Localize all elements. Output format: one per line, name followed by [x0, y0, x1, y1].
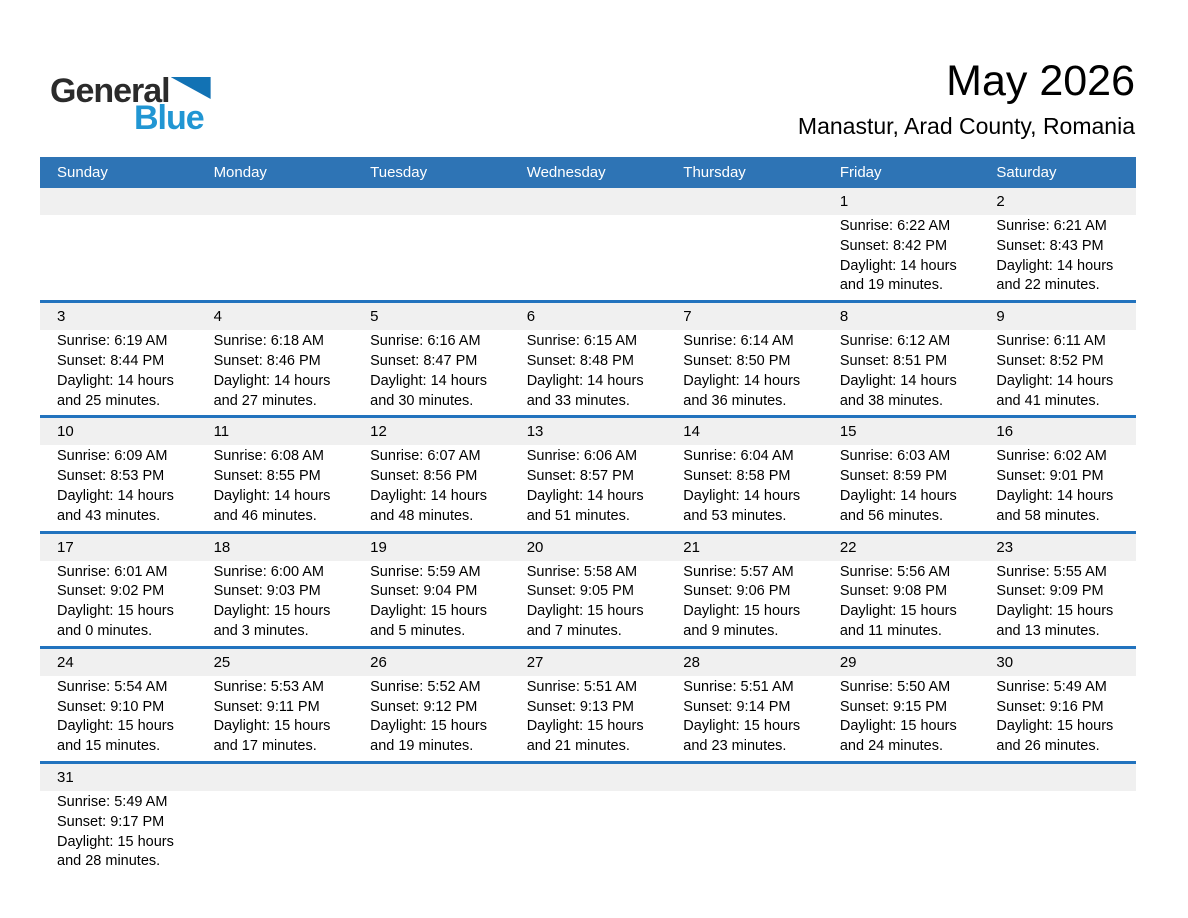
day-sunrise: Sunrise: 5:50 AM — [839, 678, 951, 695]
day-number-band — [40, 303, 1136, 330]
day-sunrise: Sunrise: 5:51 AM — [683, 678, 794, 695]
day-sunrise: Sunrise: 5:57 AM — [683, 563, 794, 580]
day-cell — [353, 561, 510, 646]
day-daylight-line1: Daylight: 14 hours — [996, 372, 1114, 389]
day-daylight-line1: Daylight: 14 hours — [526, 487, 644, 504]
day-daylight-line1: Daylight: 15 hours — [213, 603, 331, 620]
day-number-band — [40, 534, 1136, 561]
day-daylight-line2: and 21 minutes. — [526, 738, 630, 755]
week-row — [40, 188, 1136, 300]
day-cell — [197, 330, 354, 415]
logo-triangle-icon — [171, 77, 211, 99]
day-cell — [353, 445, 510, 530]
day-sunrise: Sunrise: 6:21 AM — [996, 218, 1107, 234]
day-number: 7 — [683, 308, 692, 326]
day-sunset: Sunset: 8:57 PM — [526, 468, 634, 485]
day-number: 25 — [213, 653, 231, 671]
day-details-row — [40, 676, 1136, 761]
day-number: 17 — [57, 538, 74, 556]
day-cell — [40, 330, 197, 415]
weekday-header-monday: Monday — [213, 164, 267, 181]
day-daylight-line2: and 26 minutes. — [996, 738, 1100, 755]
day-number: 23 — [996, 538, 1014, 556]
day-sunset: Sunset: 8:42 PM — [839, 237, 948, 254]
general-blue-logo — [50, 74, 211, 135]
day-number: 13 — [526, 423, 544, 441]
day-sunset: Sunset: 8:58 PM — [683, 468, 791, 485]
day-daylight-line1: Daylight: 14 hours — [213, 372, 331, 389]
day-number: 5 — [370, 308, 379, 326]
day-number: 14 — [683, 423, 700, 441]
day-cell — [979, 561, 1136, 646]
day-sunset: Sunset: 9:01 PM — [996, 468, 1104, 485]
empty-day-cell — [666, 791, 823, 876]
day-daylight-line2: and 46 minutes. — [213, 507, 317, 524]
weeks-container — [40, 188, 1136, 876]
day-sunrise: Sunrise: 5:55 AM — [996, 563, 1107, 580]
day-daylight-line1: Daylight: 14 hours — [839, 257, 957, 274]
day-sunset: Sunset: 8:43 PM — [996, 237, 1104, 254]
day-sunset: Sunset: 9:11 PM — [213, 698, 320, 715]
day-daylight-line1: Daylight: 14 hours — [526, 372, 644, 389]
day-cell — [353, 676, 510, 761]
day-daylight-line1: Daylight: 14 hours — [370, 487, 488, 504]
day-number: 9 — [996, 308, 1005, 326]
empty-day-cell — [353, 215, 510, 300]
day-daylight-line1: Daylight: 15 hours — [57, 718, 174, 735]
day-sunrise: Sunrise: 6:02 AM — [996, 448, 1107, 465]
day-daylight-line1: Daylight: 14 hours — [57, 372, 174, 389]
empty-day-cell — [510, 791, 667, 876]
day-cell — [979, 445, 1136, 530]
empty-day-cell — [197, 791, 354, 876]
day-daylight-line2: and 53 minutes. — [683, 507, 787, 524]
day-daylight-line2: and 28 minutes. — [57, 853, 161, 870]
day-details-row — [40, 561, 1136, 646]
day-cell — [666, 676, 823, 761]
day-sunrise: Sunrise: 5:49 AM — [996, 678, 1107, 695]
day-daylight-line1: Daylight: 14 hours — [996, 257, 1114, 274]
day-daylight-line2: and 7 minutes. — [526, 622, 622, 639]
month-title: May 2026 — [946, 57, 1135, 105]
weekday-header-row — [40, 157, 1136, 188]
day-number-band — [40, 764, 1136, 791]
day-sunset: Sunset: 9:15 PM — [839, 698, 948, 715]
day-sunrise: Sunrise: 5:52 AM — [370, 678, 481, 695]
day-sunrise: Sunrise: 6:14 AM — [683, 333, 794, 350]
day-sunrise: Sunrise: 6:09 AM — [57, 448, 168, 465]
day-daylight-line1: Daylight: 14 hours — [57, 487, 174, 504]
day-sunrise: Sunrise: 5:49 AM — [57, 793, 168, 810]
day-number: 19 — [370, 538, 387, 556]
day-sunrise: Sunrise: 6:18 AM — [213, 333, 324, 350]
day-sunrise: Sunrise: 5:58 AM — [526, 563, 638, 580]
day-sunset: Sunset: 8:44 PM — [57, 352, 165, 369]
day-cell — [979, 676, 1136, 761]
day-number: 31 — [57, 768, 74, 786]
day-sunset: Sunset: 9:17 PM — [57, 813, 165, 830]
day-daylight-line2: and 17 minutes. — [213, 738, 317, 755]
day-sunset: Sunset: 8:50 PM — [683, 352, 791, 369]
day-number: 21 — [683, 538, 700, 556]
day-sunrise: Sunrise: 6:03 AM — [839, 448, 951, 465]
day-sunrise: Sunrise: 6:08 AM — [213, 448, 324, 465]
calendar-table — [40, 157, 1136, 876]
day-daylight-line2: and 19 minutes. — [839, 277, 944, 294]
day-cell — [40, 791, 197, 876]
day-number: 26 — [370, 653, 387, 671]
day-daylight-line2: and 48 minutes. — [370, 507, 474, 524]
day-daylight-line1: Daylight: 15 hours — [213, 718, 331, 735]
day-number: 28 — [683, 653, 700, 671]
day-sunrise: Sunrise: 5:51 AM — [526, 678, 638, 695]
week-row — [40, 761, 1136, 876]
day-cell — [666, 445, 823, 530]
day-cell — [353, 330, 510, 415]
day-details-row — [40, 330, 1136, 415]
day-cell — [510, 676, 667, 761]
day-number: 1 — [839, 193, 849, 210]
day-cell — [40, 561, 197, 646]
day-daylight-line1: Daylight: 15 hours — [839, 603, 957, 620]
day-daylight-line2: and 0 minutes. — [57, 622, 153, 639]
day-sunset: Sunset: 9:09 PM — [996, 583, 1104, 600]
day-number: 4 — [213, 308, 222, 326]
day-cell — [979, 330, 1136, 415]
day-daylight-line1: Daylight: 14 hours — [683, 372, 801, 389]
day-sunrise: Sunrise: 6:01 AM — [57, 563, 168, 580]
day-number: 3 — [57, 308, 66, 326]
day-sunset: Sunset: 9:16 PM — [996, 698, 1104, 715]
day-sunrise: Sunrise: 6:12 AM — [839, 333, 951, 350]
day-sunrise: Sunrise: 6:19 AM — [57, 333, 168, 350]
day-sunset: Sunset: 8:46 PM — [213, 352, 321, 369]
day-sunrise: Sunrise: 6:11 AM — [996, 333, 1106, 350]
day-daylight-line1: Daylight: 15 hours — [57, 833, 174, 850]
day-cell — [666, 561, 823, 646]
header-titles — [798, 56, 1135, 140]
day-sunrise: Sunrise: 6:06 AM — [526, 448, 638, 465]
day-sunrise: Sunrise: 6:07 AM — [370, 448, 481, 465]
location-subtitle: Manastur, Arad County, Romania — [797, 113, 1135, 139]
day-daylight-line2: and 9 minutes. — [683, 622, 779, 639]
day-number: 20 — [526, 538, 544, 556]
day-cell — [40, 445, 197, 530]
day-daylight-line2: and 58 minutes. — [996, 507, 1100, 524]
day-daylight-line2: and 56 minutes. — [839, 507, 944, 524]
day-number: 29 — [839, 653, 857, 671]
day-sunrise: Sunrise: 6:00 AM — [213, 563, 324, 580]
day-sunset: Sunset: 8:48 PM — [526, 352, 634, 369]
week-row — [40, 646, 1136, 761]
day-daylight-line2: and 27 minutes. — [213, 392, 317, 409]
day-number: 11 — [213, 423, 230, 441]
day-cell — [510, 561, 667, 646]
day-sunset: Sunset: 8:47 PM — [370, 352, 478, 369]
day-sunset: Sunset: 9:13 PM — [526, 698, 634, 715]
day-sunset: Sunset: 8:51 PM — [839, 352, 948, 369]
day-sunset: Sunset: 9:05 PM — [526, 583, 634, 600]
empty-day-cell — [979, 791, 1136, 876]
weekday-header-saturday: Saturday — [996, 164, 1057, 181]
day-sunrise: Sunrise: 5:59 AM — [370, 563, 481, 580]
day-daylight-line1: Daylight: 15 hours — [683, 603, 801, 620]
day-sunset: Sunset: 8:56 PM — [370, 468, 478, 485]
day-number: 18 — [213, 538, 231, 556]
day-sunrise: Sunrise: 6:16 AM — [370, 333, 481, 350]
day-sunset: Sunset: 9:03 PM — [213, 583, 321, 600]
day-daylight-line1: Daylight: 15 hours — [839, 718, 957, 735]
day-daylight-line1: Daylight: 15 hours — [526, 718, 644, 735]
day-cell — [510, 330, 667, 415]
day-cell — [823, 445, 980, 530]
empty-day-cell — [353, 791, 510, 876]
day-sunset: Sunset: 9:12 PM — [370, 698, 478, 715]
week-row — [40, 300, 1136, 415]
day-daylight-line1: Daylight: 15 hours — [370, 603, 488, 620]
day-cell — [197, 676, 354, 761]
day-sunrise: Sunrise: 6:22 AM — [839, 218, 951, 234]
day-sunrise: Sunrise: 5:53 AM — [213, 678, 324, 695]
day-number: 12 — [370, 423, 387, 441]
day-daylight-line1: Daylight: 15 hours — [526, 603, 644, 620]
day-sunset: Sunset: 9:02 PM — [57, 583, 165, 600]
day-daylight-line2: and 41 minutes. — [996, 392, 1100, 409]
day-daylight-line2: and 5 minutes. — [370, 622, 466, 639]
weekday-header-thursday: Thursday — [683, 164, 746, 181]
day-sunset: Sunset: 9:10 PM — [57, 698, 165, 715]
day-daylight-line2: and 13 minutes. — [996, 622, 1100, 639]
weekday-header-tuesday: Tuesday — [370, 164, 428, 181]
day-daylight-line2: and 23 minutes. — [683, 738, 787, 755]
day-daylight-line2: and 38 minutes. — [839, 392, 944, 409]
day-daylight-line2: and 51 minutes. — [526, 507, 630, 524]
day-daylight-line1: Daylight: 14 hours — [370, 372, 488, 389]
day-daylight-line2: and 25 minutes. — [57, 392, 161, 409]
weekday-header-sunday: Sunday — [57, 164, 108, 181]
day-details-row — [40, 791, 1136, 876]
empty-day-cell — [666, 215, 823, 300]
week-row — [40, 531, 1136, 646]
day-sunset: Sunset: 9:14 PM — [683, 698, 791, 715]
day-cell — [979, 215, 1136, 300]
day-daylight-line1: Daylight: 14 hours — [996, 487, 1114, 504]
empty-day-cell — [823, 791, 980, 876]
day-number: 22 — [839, 538, 857, 556]
day-number-band — [40, 418, 1136, 445]
logo-text-general: General — [50, 72, 170, 110]
day-sunrise: Sunrise: 6:15 AM — [526, 333, 638, 350]
day-number: 15 — [839, 423, 857, 441]
day-number: 10 — [57, 423, 74, 441]
day-daylight-line1: Daylight: 14 hours — [839, 372, 957, 389]
day-number: 2 — [996, 193, 1005, 210]
weekday-header-friday: Friday — [839, 164, 882, 181]
day-daylight-line1: Daylight: 14 hours — [839, 487, 957, 504]
day-cell — [666, 330, 823, 415]
day-sunset: Sunset: 9:08 PM — [839, 583, 948, 600]
day-daylight-line1: Daylight: 15 hours — [370, 718, 488, 735]
day-daylight-line1: Daylight: 15 hours — [57, 603, 174, 620]
day-daylight-line2: and 24 minutes. — [839, 738, 944, 755]
day-number: 8 — [839, 308, 849, 326]
day-cell — [510, 445, 667, 530]
day-daylight-line1: Daylight: 15 hours — [996, 603, 1114, 620]
day-number-band — [40, 649, 1136, 676]
day-daylight-line2: and 11 minutes. — [839, 622, 942, 639]
empty-day-cell — [40, 215, 197, 300]
day-daylight-line2: and 19 minutes. — [370, 738, 474, 755]
week-row — [40, 415, 1136, 530]
day-cell — [40, 676, 197, 761]
empty-day-cell — [197, 215, 354, 300]
day-daylight-line1: Daylight: 14 hours — [683, 487, 801, 504]
day-sunrise: Sunrise: 6:04 AM — [683, 448, 794, 465]
day-sunset: Sunset: 8:55 PM — [213, 468, 321, 485]
day-number: 16 — [996, 423, 1014, 441]
day-daylight-line2: and 3 minutes. — [213, 622, 309, 639]
day-cell — [197, 561, 354, 646]
day-number: 6 — [526, 308, 536, 326]
day-daylight-line2: and 43 minutes. — [57, 507, 161, 524]
day-sunset: Sunset: 8:53 PM — [57, 468, 165, 485]
day-sunset: Sunset: 9:06 PM — [683, 583, 791, 600]
day-details-row — [40, 445, 1136, 530]
weekday-header-wednesday: Wednesday — [526, 164, 606, 181]
day-cell — [823, 215, 980, 300]
day-cell — [197, 445, 354, 530]
day-details-row — [40, 215, 1136, 300]
day-sunrise: Sunrise: 5:54 AM — [57, 678, 168, 695]
day-number: 27 — [526, 653, 544, 671]
day-sunset: Sunset: 8:59 PM — [839, 468, 948, 485]
day-number: 24 — [57, 653, 74, 671]
day-number: 30 — [996, 653, 1014, 671]
day-sunset: Sunset: 9:04 PM — [370, 583, 478, 600]
day-cell — [823, 561, 980, 646]
day-sunset: Sunset: 8:52 PM — [996, 352, 1104, 369]
day-daylight-line1: Daylight: 15 hours — [683, 718, 801, 735]
day-cell — [823, 330, 980, 415]
empty-day-cell — [510, 215, 667, 300]
day-daylight-line2: and 33 minutes. — [526, 392, 630, 409]
day-daylight-line2: and 15 minutes. — [57, 738, 161, 755]
day-daylight-line2: and 30 minutes. — [370, 392, 474, 409]
logo-text-blue: Blue — [134, 99, 204, 137]
day-daylight-line1: Daylight: 14 hours — [213, 487, 331, 504]
day-daylight-line1: Daylight: 15 hours — [996, 718, 1114, 735]
day-number-band — [40, 188, 1136, 215]
day-daylight-line2: and 22 minutes. — [996, 277, 1100, 294]
day-sunrise: Sunrise: 5:56 AM — [839, 563, 951, 580]
day-cell — [823, 676, 980, 761]
day-daylight-line2: and 36 minutes. — [683, 392, 787, 409]
